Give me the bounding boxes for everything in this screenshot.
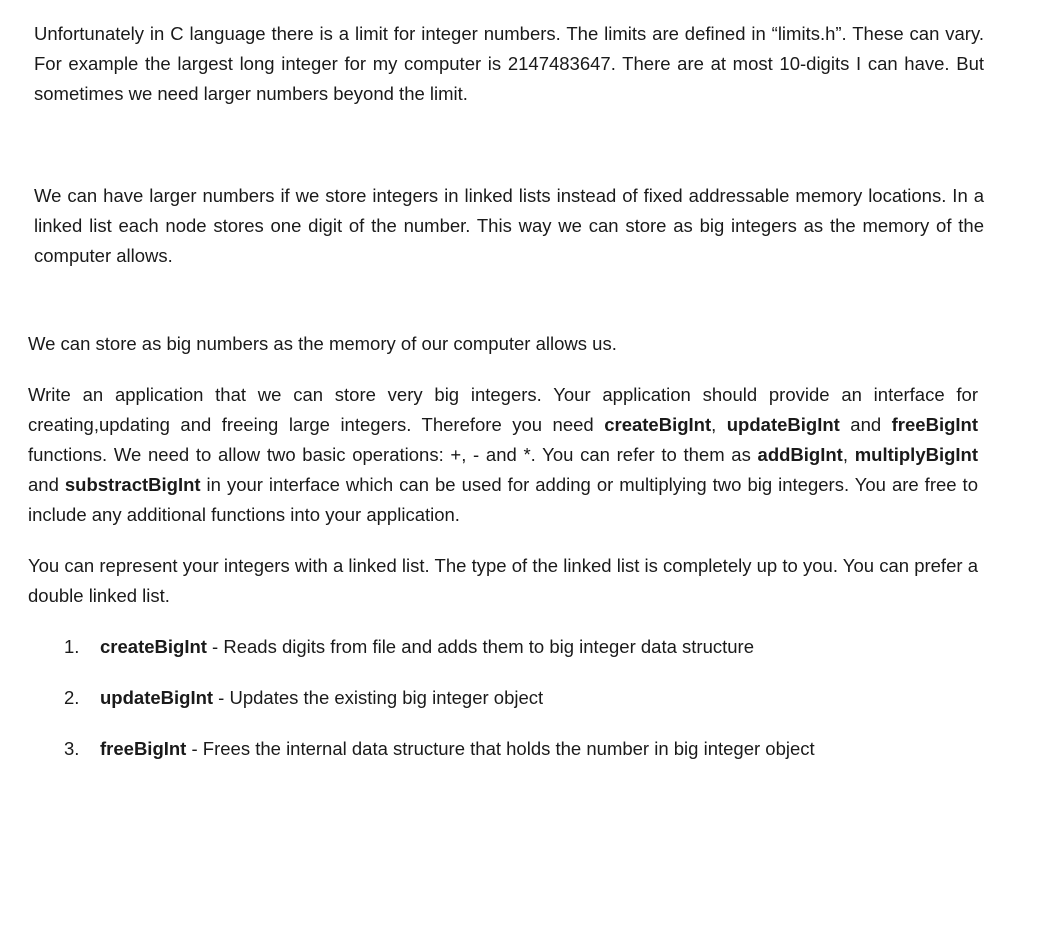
list-number: 2.	[64, 687, 80, 708]
text-run: functions. We need to allow two basic operations: +, - and *. You can refer to them as	[28, 444, 758, 465]
function-name-addbigint: addBigInt	[757, 444, 843, 465]
paragraph-representation: You can represent your integers with a linked list. The type of the linked list is completely up to you. You can prefer a double linked list.	[28, 555, 978, 606]
function-name-multiplybigint: multiplyBigInt	[854, 444, 979, 465]
text-run: and	[28, 474, 65, 495]
text-run: ,	[842, 444, 855, 465]
list-number: 3.	[64, 738, 80, 759]
text-run: ,	[711, 414, 727, 435]
list-item-text	[100, 632, 754, 662]
list-item-function-name: createBigInt	[100, 636, 207, 657]
paragraph-application-requirements	[28, 380, 978, 530]
list-item-function-name: updateBigInt	[100, 687, 214, 708]
paragraph-linked-list-storage: We can have larger numbers if we store integers in linked lists instead of fixed addressable memory locations. In a linked list each node stores one digit of the number. This way we can store as big integers as the memory of the computer allows.	[34, 185, 984, 266]
text-run: in your interface which can be used for adding or multiplying two big integers. You are free to include any additional functions into your application.	[28, 474, 978, 525]
list-item-function-name: freeBigInt	[100, 738, 187, 759]
list-number: 1.	[64, 636, 80, 657]
list-item-description: - Updates the existing big integer object	[213, 687, 544, 708]
list-item	[28, 734, 1018, 785]
list-item	[28, 632, 1018, 683]
list-item	[28, 683, 1018, 734]
paragraph-integer-limits: Unfortunately in C language there is a limit for integer numbers. The limits are defined in “limits.h”. These can vary. For example the largest long integer for my computer is 2147483647. There are at most 10-digits I can have. But sometimes we need larger numbers beyond the limit.	[34, 23, 984, 104]
list-item-description: - Frees the internal data structure that holds the number in big integer object	[186, 738, 815, 759]
function-name-createbigint: createBigInt	[604, 414, 712, 435]
list-item-description: - Reads digits from file and adds them to big integer data structure	[206, 636, 754, 657]
function-name-substractbigint: substractBigInt	[64, 474, 201, 495]
function-list	[28, 632, 1018, 785]
function-name-freebigint: freeBigInt	[891, 414, 978, 435]
text-run: and	[839, 414, 892, 435]
paragraph-memory-limit: We can store as big numbers as the memory of our computer allows us.	[28, 333, 617, 354]
function-name-updatebigint: updateBigInt	[726, 414, 840, 435]
text-run: Write an application that we can store very big integers. Your application should provide an interface for creating,updating and freeing large integers. Therefore you need	[28, 384, 978, 435]
list-item-text	[100, 734, 815, 764]
list-item-text	[100, 683, 543, 713]
